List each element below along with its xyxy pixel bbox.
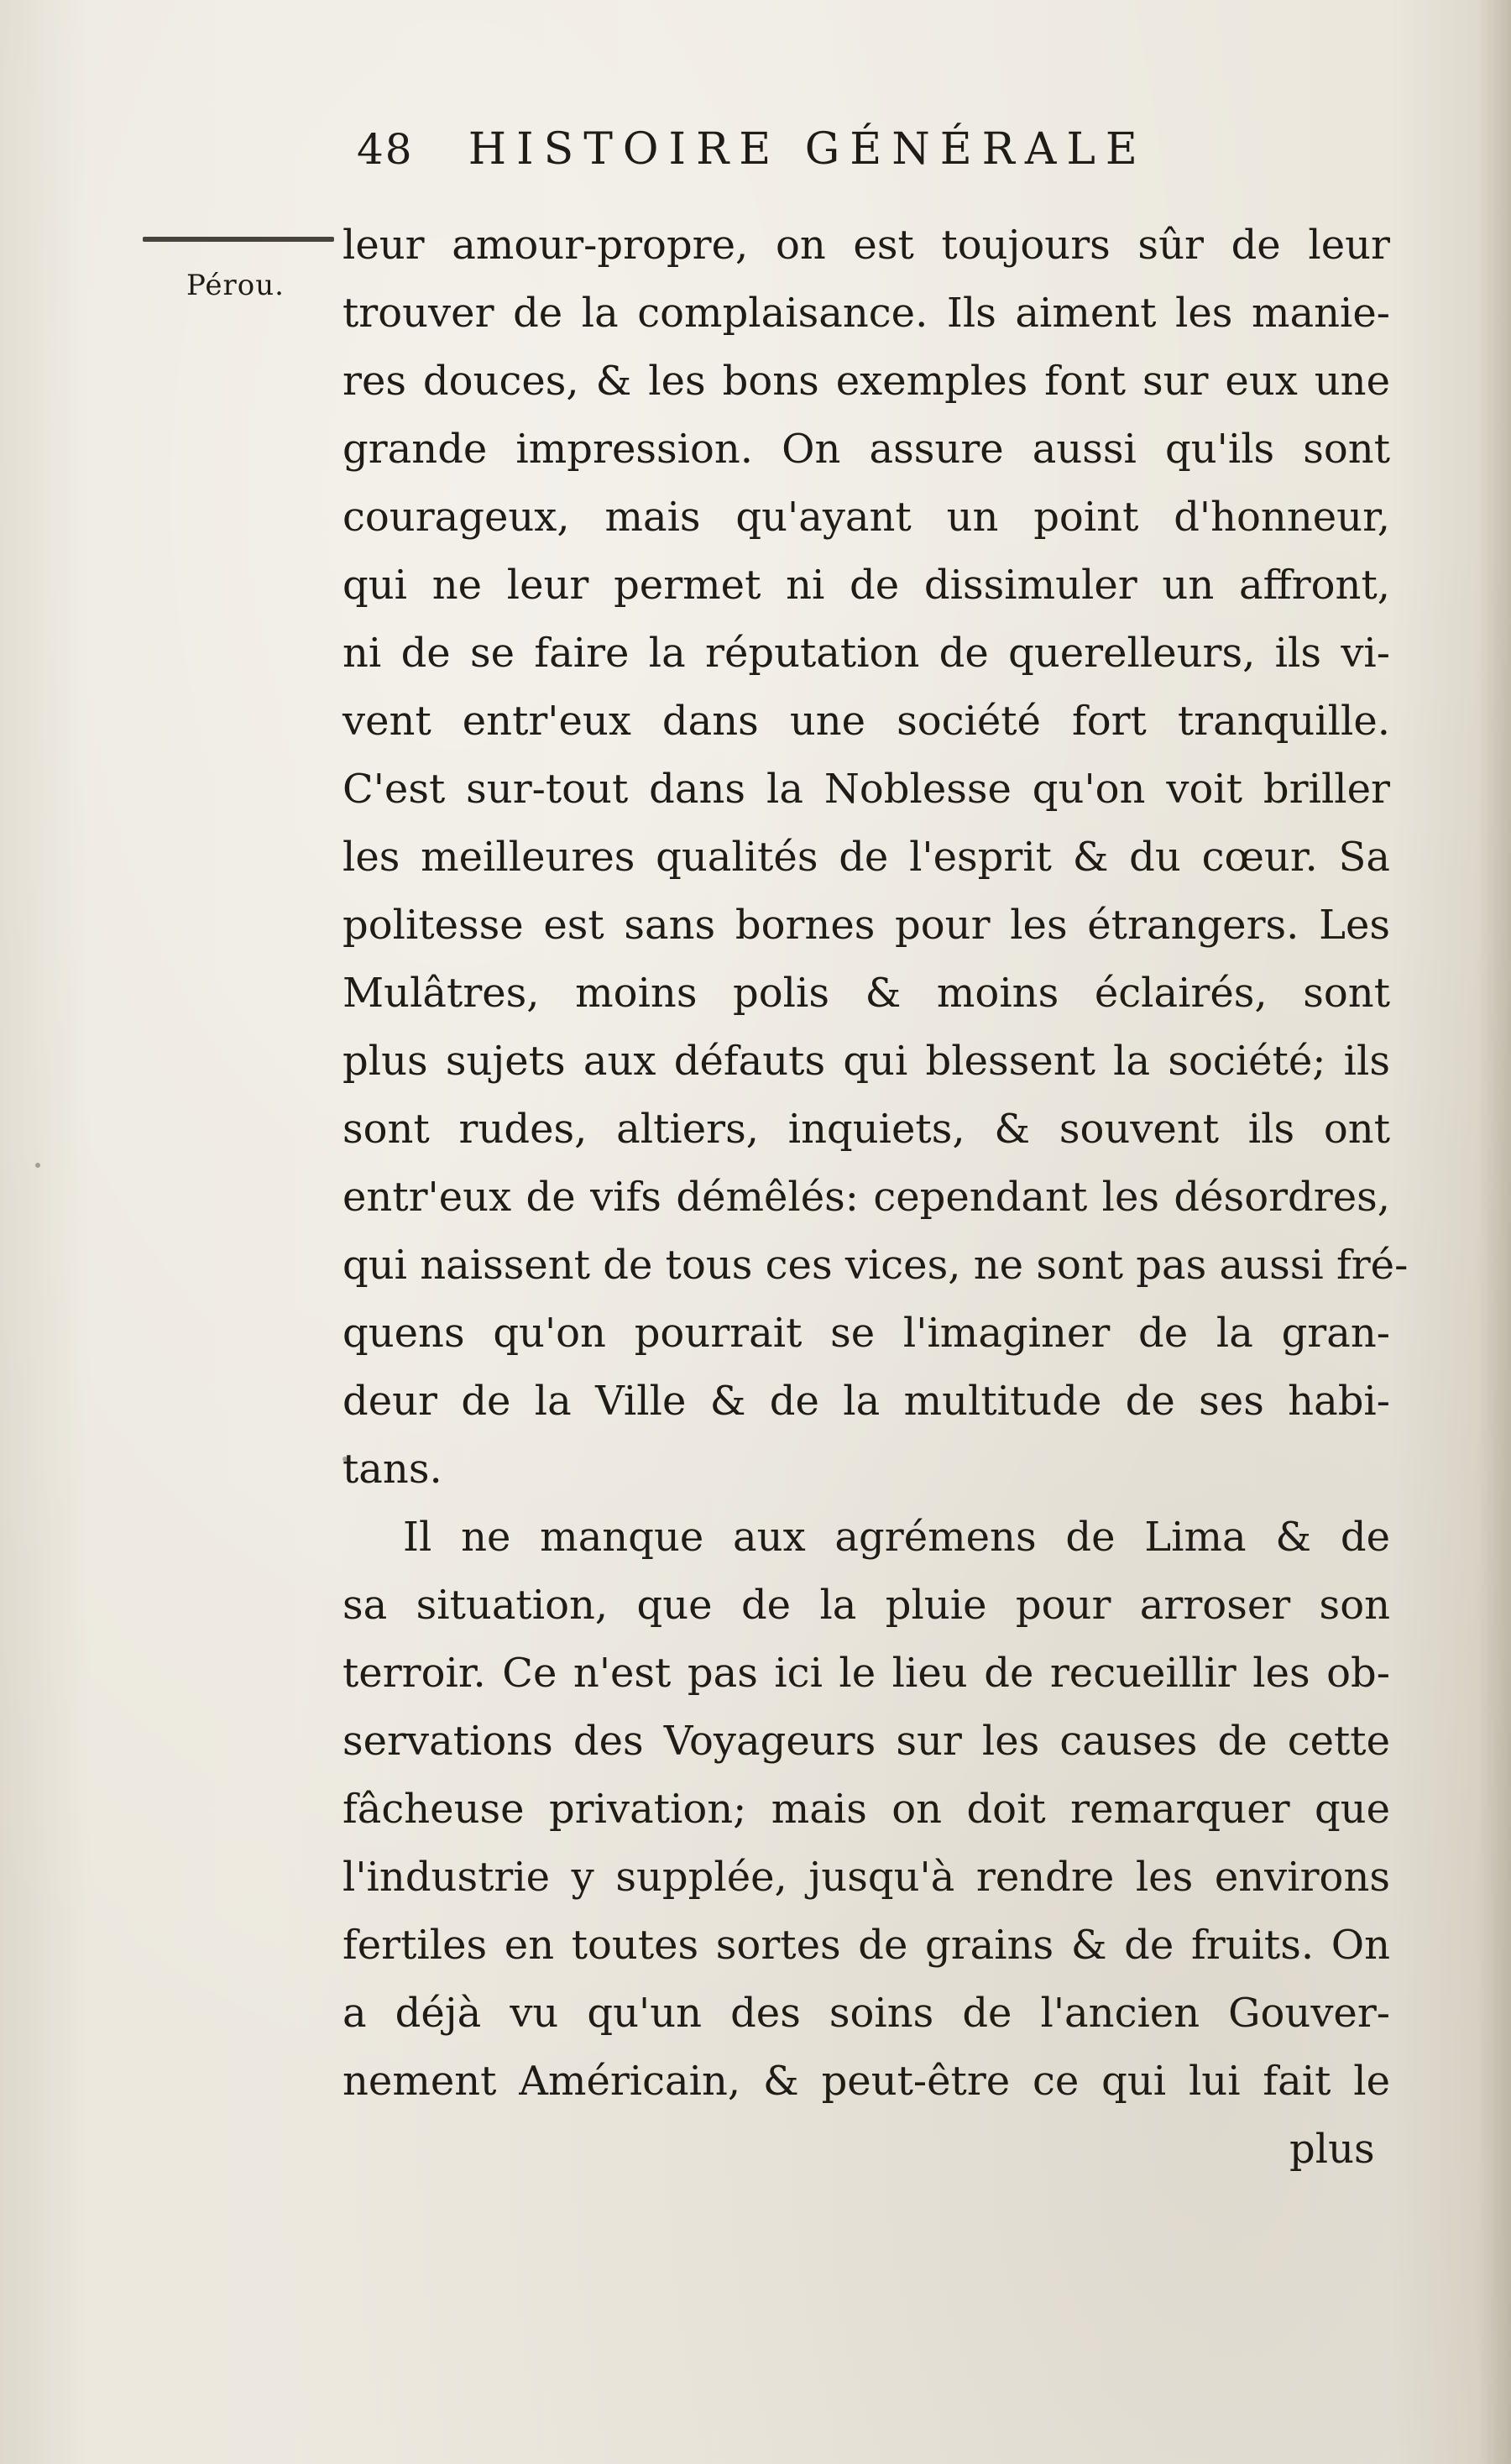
text-line: l'industrie y supplée, jusqu'à rendre les environs	[342, 1854, 1390, 1901]
text-line: politesse est sans bornes pour les étrangers. Les	[342, 902, 1390, 949]
text-line: fâcheuse privation; mais on doit remarquer que	[342, 1786, 1390, 1833]
page-number: 48	[357, 125, 414, 174]
text-line: servations des Voyageurs sur les causes de cette	[342, 1718, 1390, 1765]
text-line: grande impression. On assure aussi qu'ils sont	[342, 426, 1390, 473]
text-line: entr'eux de vifs démêlés: cependant les désordres,	[342, 1174, 1390, 1221]
text-line: plus sujets aux défauts qui blessent la société; ils	[342, 1038, 1390, 1085]
margin-note: Pérou.	[186, 269, 285, 302]
text-line: qui naissent de tous ces vices, ne sont pas aussi fré-	[342, 1242, 1409, 1289]
text-line: ni de se faire la réputation de querelleurs, ils vi-	[342, 630, 1390, 677]
text-line: nement Américain, & peut-être ce qui lui fait le	[342, 2058, 1390, 2105]
text-line: C'est sur-tout dans la Noblesse qu'on voit briller	[342, 766, 1390, 813]
text-line: les meilleures qualités de l'esprit & du cœur. Sa	[342, 834, 1390, 881]
paper-speck	[35, 1163, 40, 1168]
text-line: res douces, & les bons exemples font sur eux une	[342, 358, 1390, 405]
text-line: sont rudes, altiers, inquiets, & souvent ils ont	[342, 1106, 1390, 1153]
margin-rule	[143, 237, 334, 242]
running-head: HISTOIRE GÉNÉRALE	[468, 124, 1148, 175]
page-edge-shadow	[1477, 0, 1511, 2464]
paragraph-2	[342, 1504, 1390, 2116]
text-line: sa situation, que de la pluie pour arroser son	[342, 1582, 1390, 1629]
text-line: vent entr'eux dans une société fort tranquille.	[342, 698, 1390, 745]
text-line: terroir. Ce n'est pas ici le lieu de recueillir les ob-	[342, 1650, 1390, 1697]
text-line: tans.	[342, 1446, 442, 1493]
text-line: Il ne manque aux agrémens de Lima & de	[403, 1514, 1390, 1561]
page-header	[357, 124, 1414, 191]
text-line: fertiles en toutes sortes de grains & de fruits. On	[342, 1922, 1390, 1969]
text-line: Mulâtres, moins polis & moins éclairés, sont	[342, 970, 1390, 1017]
text-line: trouver de la complaisance. Ils aiment les manie-	[342, 290, 1390, 337]
paragraph-1	[342, 212, 1409, 1504]
text-line: courageux, mais qu'ayant un point d'honneur,	[342, 494, 1390, 541]
text-line: leur amour-propre, on est toujours sûr de leur	[342, 222, 1390, 269]
body-text	[342, 212, 1409, 2116]
text-line: a déjà vu qu'un des soins de l'ancien Gouver-	[342, 1990, 1390, 2037]
text-line: deur de la Ville & de la multitude de ses habi-	[342, 1378, 1390, 1425]
text-line: qui ne leur permet ni de dissimuler un affront,	[342, 562, 1390, 609]
text-line: quens qu'on pourrait se l'imaginer de la gran-	[342, 1310, 1390, 1357]
catchword: plus	[1289, 2126, 1375, 2173]
